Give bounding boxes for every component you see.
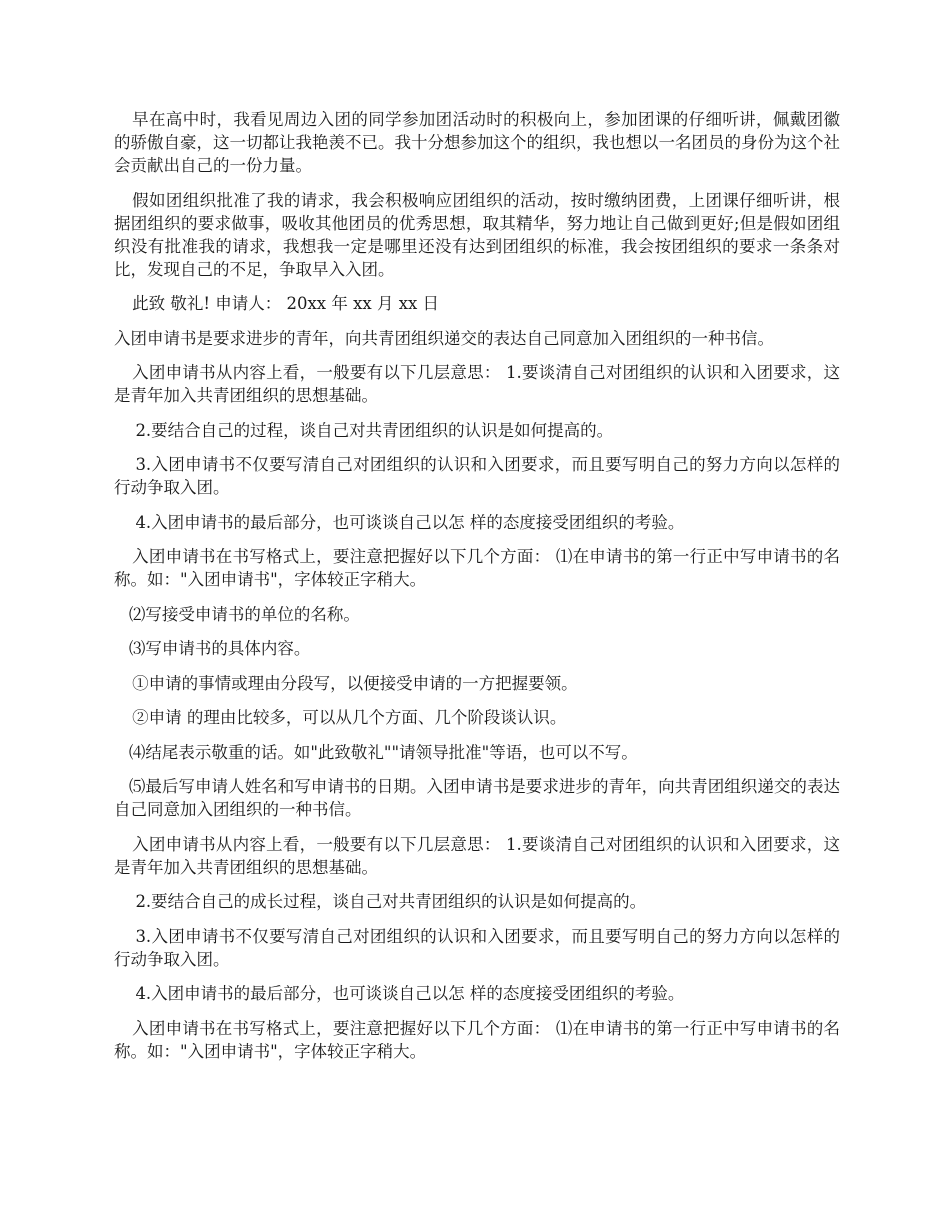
paragraph-format-intro-repeat: 入团申请书在书写格式上，要注意把握好以下几个方面： ⑴在申请书的第一行正中写申请书的名称。如："入团申请书"，字体较正字稍大。 — [114, 1018, 840, 1061]
list-item-2-repeat: 2.要结合自己的成长过程，谈自己对共青团组织的认识是如何提高的。 — [135, 892, 647, 911]
paragraph-definition: 入团申请书是要求进步的青年，向共青团组织递交的表达自己同意加入团组织的一种书信。 — [114, 328, 774, 348]
paragraph-content-intro: 入团申请书从内容上看，一般要有以下几层意思： 1.要谈清自己对团组织的认识和入团要求，这是青年加入共青团组织的思想基础。 — [114, 363, 840, 405]
paragraph-2: 假如团组织批准了我的请求，我会积极响应团组织的活动，按时缴纳团费，上团课仔细听讲，根据团组织的要求做事，吸收其他团员的优秀思想，取其精华，努力地让自己做到更好;但是假如团组织没有批准我的请求，我想我一定是哪里还没有达到团组织的标准，我会按团组织的要求一条条对比，发现自己的不足，争取早入入团。 — [114, 190, 840, 279]
format-item-5: ⑸最后写申请人姓名和写申请书的日期。入团申请书是要求进步的青年，向共青团组织递交的表达自己同意加入团组织的一种书信。 — [114, 777, 840, 819]
signature-line: 此致 敬礼! 申请人： 20xx 年 xx 月 xx 日 — [132, 294, 440, 313]
list-item-3: 3.入团申请书不仅要写清自己对团组织的认识和入团要求，而且要写明自己的努力方向以怎样的行动争取入团。 — [114, 455, 840, 497]
list-item-2: 2.要结合自己的过程，谈自己对共青团组织的认识是如何提高的。 — [135, 420, 614, 440]
list-item-4: 4.入团申请书的最后部分，也可谈谈自己以怎 样的态度接受团组织的考验。 — [135, 512, 685, 532]
format-subitem-2: ②申请 的理由比较多，可以从几个方面、几个阶段谈认识。 — [132, 708, 567, 727]
list-item-4-repeat: 4.入团申请书的最后部分，也可谈谈自己以怎 样的态度接受团组织的考验。 — [135, 984, 685, 1003]
paragraph-format-intro: 入团申请书在书写格式上，要注意把握好以下几个方面： ⑴在申请书的第一行正中写申请书的名称。如："入团申请书"，字体较正字稍大。 — [114, 547, 840, 589]
paragraph-1: 早在高中时，我看见周边入团的同学参加团活动时的积极向上，参加团课的仔细听讲，佩戴团徽的骄傲自豪，这一切都让我艳羡不已。我十分想参加这个的组织，我也想以一名团员的身份为这个社会贡献出自己的一份力量。 — [114, 110, 840, 175]
format-item-3: ⑶写申请书的具体内容。 — [128, 639, 311, 658]
format-item-4: ⑷结尾表示敬重的话。如"此致敬礼""请领导批准"等语，也可以不写。 — [128, 742, 638, 762]
paragraph-content-intro-repeat: 入团申请书从内容上看，一般要有以下几层意思： 1.要谈清自己对团组织的认识和入团要求，这是青年加入共青团组织的思想基础。 — [114, 834, 840, 877]
format-item-2: ⑵写接受申请书的单位的名称。 — [128, 604, 360, 624]
format-subitem-1: ①申请的事情或理由分段写，以便接受申请的一方把握要领。 — [132, 673, 578, 693]
list-item-3-repeat: 3.入团申请书不仅要写清自己对团组织的认识和入团要求，而且要写明自己的努力方向以怎样的行动争取入团。 — [114, 926, 840, 969]
